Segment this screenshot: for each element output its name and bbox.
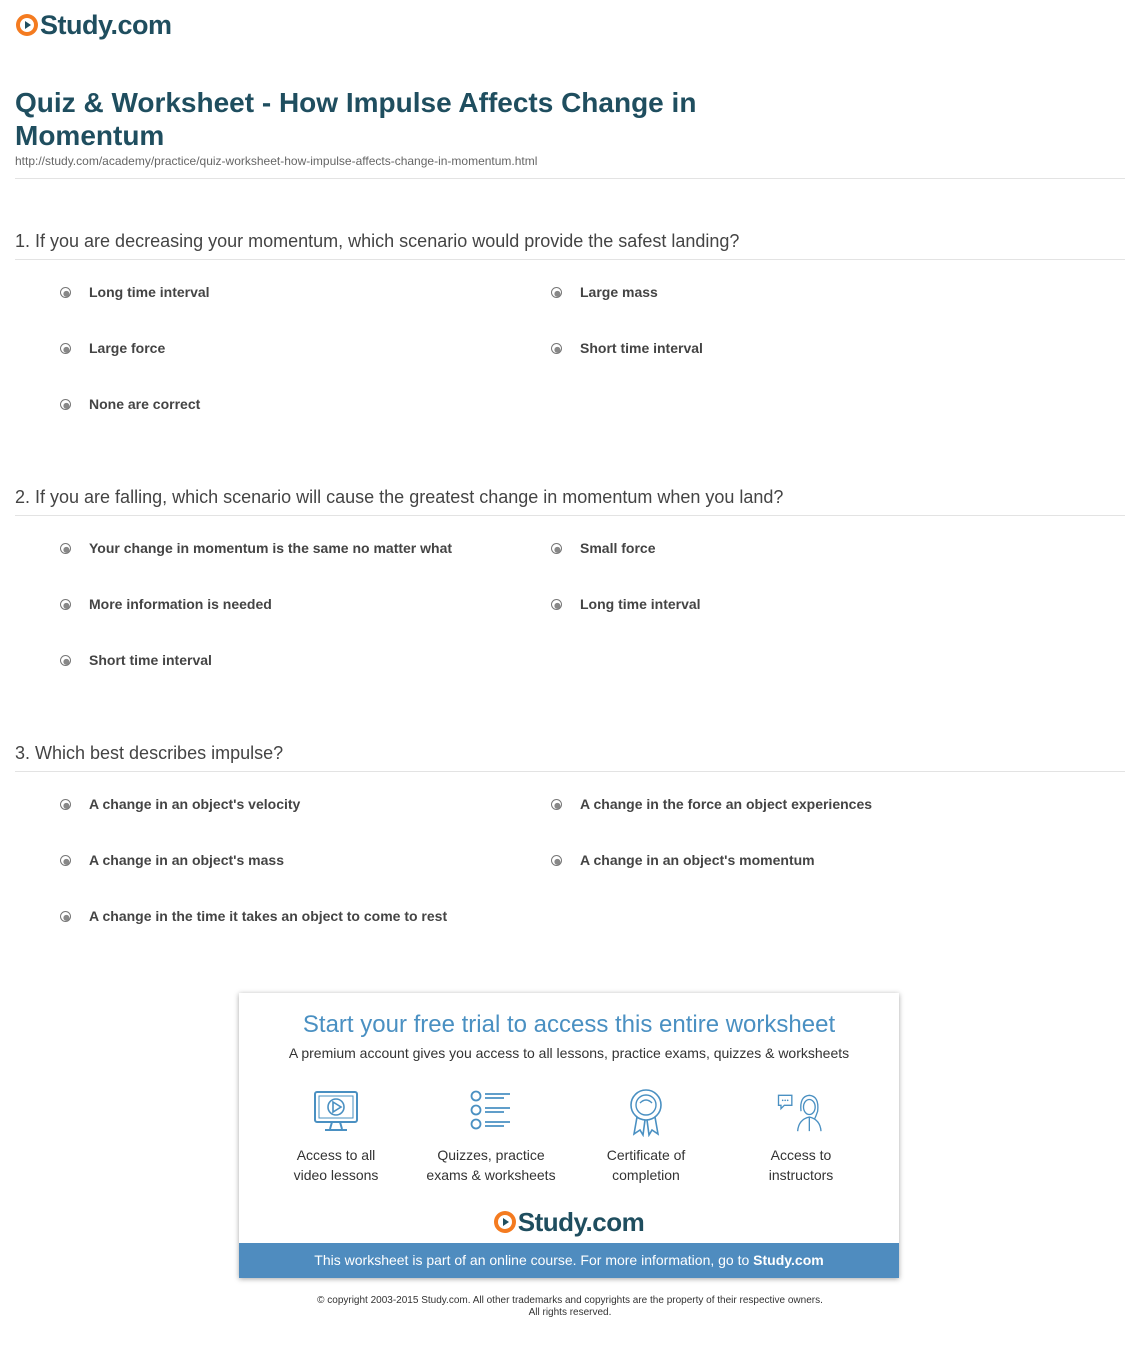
quiz-list-icon — [466, 1087, 516, 1137]
option[interactable] — [60, 540, 452, 556]
promo-headline[interactable]: Start your free trial to access this entire worksheet — [302, 1011, 836, 1038]
option-label: None are correct — [89, 396, 201, 412]
feature-label — [571, 1145, 721, 1185]
video-lesson-icon — [311, 1087, 361, 1137]
option[interactable] — [60, 908, 447, 924]
option-label: A change in an object's momentum — [580, 852, 815, 868]
radio-icon[interactable] — [60, 399, 71, 410]
option-label: Large mass — [580, 284, 658, 300]
feature-label-line2: exams & worksheets — [426, 1167, 556, 1183]
logo-text: Study.com — [40, 10, 172, 40]
option-label: Short time interval — [89, 652, 212, 668]
option-label: A change in the time it takes an object to come to rest — [89, 908, 448, 924]
question-2 — [15, 485, 1125, 668]
radio-icon[interactable] — [551, 343, 562, 354]
course-info-bar[interactable] — [239, 1243, 899, 1278]
header-divider — [15, 178, 1125, 179]
question-3 — [15, 741, 1125, 924]
feature-label — [416, 1145, 566, 1185]
play-logo-icon — [494, 1211, 516, 1233]
feature-label-line2: completion — [612, 1167, 680, 1183]
radio-icon[interactable] — [60, 343, 71, 354]
study-link[interactable]: Study.com — [753, 1252, 824, 1268]
option[interactable] — [60, 796, 300, 812]
copyright-notice — [0, 1295, 1140, 1319]
feature-label-line2: instructors — [768, 1167, 834, 1183]
feature-label-line2: video lessons — [293, 1167, 379, 1183]
page-title: Quiz & Worksheet - How Impulse Affects Change in Momentum — [15, 87, 697, 151]
instructor-icon — [776, 1087, 826, 1137]
play-logo-icon — [16, 14, 38, 36]
option-label: Long time interval — [580, 596, 701, 612]
option[interactable] — [60, 852, 284, 868]
feature-instructors — [726, 1087, 876, 1185]
study-logo[interactable] — [16, 10, 172, 40]
radio-icon[interactable] — [551, 287, 562, 298]
feature-label-line1: Certificate of — [606, 1147, 686, 1163]
question-text: 2. If you are falling, which scenario will cause the greatest change in momentum when you land? — [15, 487, 784, 507]
feature-label-line1: Access to all — [296, 1147, 376, 1163]
promo-study-logo[interactable] — [239, 1207, 899, 1237]
question-text: 1. If you are decreasing your momentum, which scenario would provide the safest landing? — [15, 231, 740, 251]
question-1 — [15, 229, 1125, 412]
radio-icon[interactable] — [60, 599, 71, 610]
option[interactable] — [551, 340, 703, 356]
option[interactable] — [551, 540, 655, 556]
option[interactable] — [551, 852, 815, 868]
option-label: More information is needed — [89, 596, 272, 612]
option[interactable] — [551, 796, 872, 812]
option-label: Your change in momentum is the same no matter what — [89, 540, 453, 556]
radio-icon[interactable] — [551, 855, 562, 866]
course-info-text: This worksheet is part of an online course. For more information, go to — [314, 1252, 754, 1268]
question-divider — [15, 515, 1125, 516]
option-label: Small force — [580, 540, 656, 556]
option[interactable] — [60, 284, 210, 300]
option-label: Long time interval — [89, 284, 210, 300]
feature-video-lessons — [261, 1087, 411, 1185]
option[interactable] — [60, 340, 165, 356]
feature-label-line1: Access to — [770, 1147, 832, 1163]
option[interactable] — [551, 596, 701, 612]
question-divider — [15, 259, 1125, 260]
radio-icon[interactable] — [551, 599, 562, 610]
feature-label — [726, 1145, 876, 1185]
radio-icon[interactable] — [60, 287, 71, 298]
page-url: http://study.com/academy/practice/quiz-worksheet-how-impulse-affects-change-in-momentum.html — [15, 154, 538, 168]
free-trial-promo[interactable] — [239, 993, 899, 1278]
option-label: A change in the force an object experiences — [580, 796, 873, 812]
radio-icon[interactable] — [60, 799, 71, 810]
radio-icon[interactable] — [60, 855, 71, 866]
feature-certificate — [571, 1087, 721, 1185]
option-label: Large force — [89, 340, 166, 356]
option[interactable] — [60, 396, 200, 412]
option[interactable] — [551, 284, 658, 300]
copyright-line2: All rights reserved. — [528, 1307, 612, 1318]
feature-label — [261, 1145, 411, 1185]
radio-icon[interactable] — [551, 543, 562, 554]
feature-quizzes — [416, 1087, 566, 1185]
promo-subheadline: A premium account gives you access to all lessons, practice exams, quizzes & worksheets — [288, 1045, 850, 1061]
radio-icon[interactable] — [551, 799, 562, 810]
logo-text: Study.com — [517, 1207, 645, 1237]
radio-icon[interactable] — [60, 911, 71, 922]
option-label: Short time interval — [580, 340, 703, 356]
option-label: A change in an object's mass — [89, 852, 284, 868]
certificate-icon — [621, 1087, 671, 1137]
radio-icon[interactable] — [60, 543, 71, 554]
question-divider — [15, 771, 1125, 772]
option[interactable] — [60, 652, 212, 668]
question-text: 3. Which best describes impulse? — [15, 743, 284, 763]
option[interactable] — [60, 596, 272, 612]
option-label: A change in an object's velocity — [89, 796, 301, 812]
copyright-line1: © copyright 2003-2015 Study.com. All other trademarks and copyrights are the property of their respective owners. — [317, 1295, 823, 1306]
feature-label-line1: Quizzes, practice — [437, 1147, 545, 1163]
radio-icon[interactable] — [60, 655, 71, 666]
